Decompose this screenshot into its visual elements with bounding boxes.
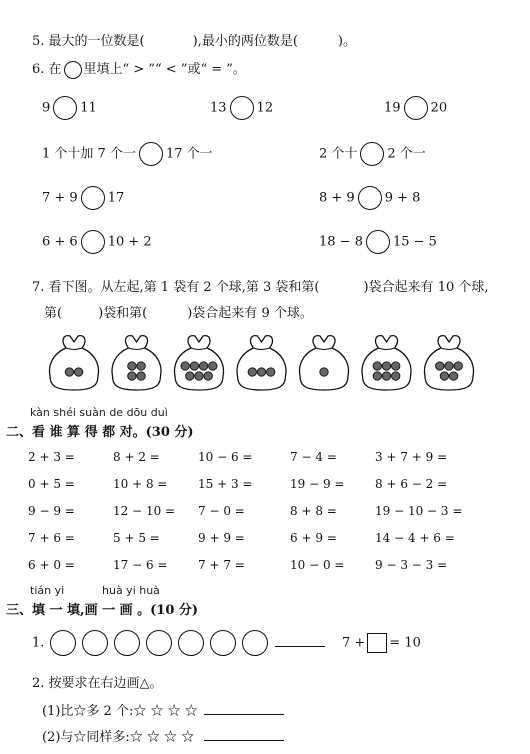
q6-item: 18 − 8 15 − 5: [319, 230, 437, 254]
arithmetic-item: 10 + 8 =: [113, 477, 168, 491]
compare-circle[interactable]: [53, 96, 77, 120]
compare-circle[interactable]: [358, 186, 382, 210]
q7-text-c: 第(: [44, 306, 63, 321]
arithmetic-item: 10 − 6 =: [198, 450, 253, 464]
q6-item: 19 20: [384, 96, 447, 120]
ball: [449, 372, 457, 380]
q6-item: 9 11: [42, 96, 97, 120]
arithmetic-item: 10 − 0 =: [290, 558, 345, 572]
ball: [373, 362, 381, 370]
q7-line-2: [44, 302, 313, 321]
arithmetic-item: 14 − 4 + 6 =: [375, 531, 455, 545]
arithmetic-item: 7 + 6 =: [28, 531, 75, 545]
ball: [137, 372, 145, 380]
ball: [181, 362, 189, 370]
compare-circle[interactable]: [404, 96, 428, 120]
q5-text-a: 5. 最大的一位数是(: [32, 34, 145, 49]
arithmetic-item: 9 − 3 − 3 =: [375, 558, 448, 572]
ball: [382, 372, 390, 380]
arithmetic-item: 3 + 7 + 9 =: [375, 450, 448, 464]
empty-circle: [82, 630, 108, 656]
q6-item: 2 个十 2 个一: [319, 142, 426, 166]
arithmetic-item: 17 − 6 =: [113, 558, 168, 572]
arithmetic-item: 0 + 5 =: [28, 477, 75, 491]
compare-circle[interactable]: [81, 230, 105, 254]
ball-bag: [237, 336, 286, 390]
section2-title: 二、看 谁 算 得 都 对。(30 分): [6, 425, 194, 440]
empty-circle: [114, 630, 140, 656]
ball-bag: [50, 336, 99, 390]
arithmetic-item: 6 + 0 =: [28, 558, 75, 572]
bags-figure: [40, 332, 480, 394]
q6-item: 6 + 6 10 + 2: [42, 230, 152, 254]
q6-item: 8 + 9 9 + 8: [319, 186, 420, 210]
star-row: ☆ ☆ ☆ ☆: [129, 730, 195, 745]
ball: [257, 368, 265, 376]
draw-line[interactable]: [204, 714, 284, 715]
ball-bag: [300, 336, 349, 390]
q6-title-b: 里填上“ > ”“ < ”或“ = ”。: [83, 62, 246, 77]
s3-q2-item-1: (1)比☆多 2 个:☆ ☆ ☆ ☆: [42, 704, 198, 719]
arithmetic-item: 7 − 0 =: [198, 504, 245, 518]
s3-q1-label: 1.: [32, 635, 45, 651]
ball: [186, 372, 194, 380]
draw-line[interactable]: [204, 740, 284, 741]
q7-line-1: [32, 276, 489, 295]
ball: [128, 372, 136, 380]
compare-circle[interactable]: [366, 230, 390, 254]
ball: [436, 362, 444, 370]
section3-pinyin-a: tián yi: [30, 584, 65, 597]
ball: [392, 362, 400, 370]
ball: [190, 362, 198, 370]
ball: [392, 372, 400, 380]
ball: [248, 368, 256, 376]
s3-q2-item-2: (2)与☆同样多:☆ ☆ ☆ ☆: [42, 730, 195, 745]
q6-item: 7 + 9 17: [42, 186, 124, 210]
section2-pinyin: kàn shéi suàn de dōu duì: [30, 406, 168, 419]
empty-circle: [242, 630, 268, 656]
arithmetic-item: 6 + 9 =: [290, 531, 337, 545]
ball-bag: [362, 336, 411, 390]
compare-circle[interactable]: [230, 96, 254, 120]
ball: [209, 362, 217, 370]
s3-q2-title: 2. 按要求在右边画△。: [32, 676, 163, 691]
ball: [65, 368, 73, 376]
ball: [382, 362, 390, 370]
arithmetic-item: 19 − 10 − 3 =: [375, 504, 463, 518]
q7-text-a: 7. 看下图。从左起,第 1 袋有 2 个球,第 3 袋和第(: [32, 280, 320, 295]
q7-text-d: )袋和第(: [98, 306, 148, 321]
ball-bag: [425, 336, 474, 390]
section3-pinyin-b: huà yi huà: [102, 584, 160, 597]
arithmetic-item: 8 + 8 =: [290, 504, 337, 518]
arithmetic-item: 12 − 10 =: [113, 504, 176, 518]
compare-circle[interactable]: [360, 142, 384, 166]
q5-text-b: ),最小的两位数是(: [192, 34, 298, 49]
arithmetic-item: 2 + 3 =: [28, 450, 75, 464]
ball: [204, 372, 212, 380]
q6-item: 13 12: [210, 96, 273, 120]
empty-circle: [210, 630, 236, 656]
ball-bag: [112, 336, 161, 390]
ball: [373, 372, 381, 380]
sample-circle: [64, 61, 82, 79]
arithmetic-item: 7 − 4 =: [290, 450, 337, 464]
ball: [128, 362, 136, 370]
arithmetic-item: 7 + 7 =: [198, 558, 245, 572]
ball: [454, 362, 462, 370]
q5-text-c: )。: [337, 34, 356, 49]
compare-circle[interactable]: [81, 186, 105, 210]
empty-circle: [146, 630, 172, 656]
ball: [199, 362, 207, 370]
answer-line[interactable]: [275, 646, 325, 647]
q6-title: [32, 58, 246, 79]
ball: [195, 372, 203, 380]
q7-text-b: )袋合起来有 10 个球,: [363, 280, 489, 295]
arithmetic-item: 5 + 5 =: [113, 531, 160, 545]
q6-title-a: 6. 在: [32, 62, 62, 77]
ball: [74, 368, 82, 376]
star-row: ☆ ☆ ☆ ☆: [133, 704, 198, 719]
ball: [267, 368, 275, 376]
empty-circle: [50, 630, 76, 656]
ball: [445, 362, 453, 370]
arithmetic-item: 15 + 3 =: [198, 477, 253, 491]
ball: [440, 372, 448, 380]
q6-item: 1 个十加 7 个一 17 个一: [42, 142, 213, 166]
arithmetic-item: 9 − 9 =: [28, 504, 75, 518]
answer-box[interactable]: [367, 633, 387, 653]
arithmetic-item: 8 + 6 − 2 =: [375, 477, 448, 491]
ball: [320, 368, 328, 376]
section3-title: 三、填 一 填,画 一 画 。(10 分): [6, 603, 199, 618]
ball: [137, 362, 145, 370]
empty-circle: [178, 630, 204, 656]
s3-q1: [32, 630, 269, 656]
arithmetic-item: 9 + 9 =: [198, 531, 245, 545]
compare-circle[interactable]: [139, 142, 163, 166]
ball-bag: [175, 336, 224, 390]
q7-text-e: )袋合起来有 9 个球。: [187, 306, 313, 321]
arithmetic-item: 8 + 2 =: [113, 450, 160, 464]
s3-q1-equation: 7 + = 10: [342, 633, 421, 653]
arithmetic-item: 19 − 9 =: [290, 477, 345, 491]
q5-line: [32, 30, 356, 49]
